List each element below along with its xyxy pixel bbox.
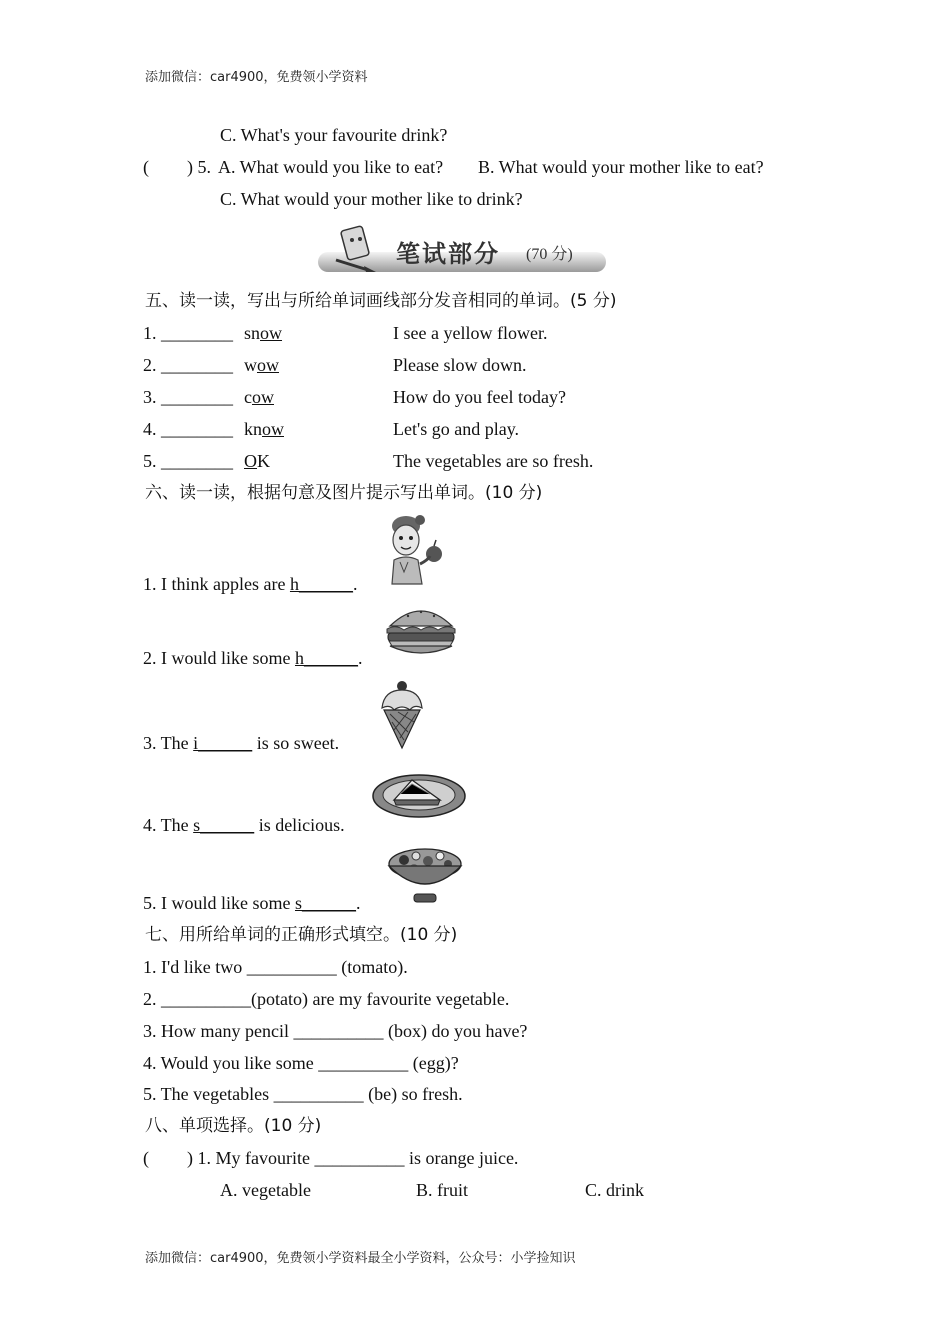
sentence-end: is so sweet.	[252, 733, 340, 753]
section5-title: 五、读一读，写出与所给单词画线部分发音相同的单词。(5 分)	[145, 291, 617, 311]
listening-q5-paren: (	[143, 157, 149, 177]
section8-q1-stem: ) 1. My favourite __________ is orange juice.	[187, 1148, 519, 1168]
section8-q1-paren: (	[143, 1148, 149, 1168]
section6-item1	[143, 573, 357, 595]
section8-title: 八、单项选择。(10 分)	[145, 1116, 322, 1136]
sentence-start: 1. I think apples are	[143, 574, 290, 594]
salad-icon	[386, 846, 464, 906]
section8-q1-option-b: B. fruit	[416, 1180, 468, 1200]
section5-item2-sentence: Please slow down.	[393, 355, 527, 375]
answer-blank: h______	[289, 574, 353, 594]
section5-item3-sentence: How do you feel today?	[393, 387, 566, 407]
section7-item2: 2. __________(potato) are my favourite vegetable.	[143, 989, 510, 1009]
section5-item5-word	[244, 450, 270, 472]
word-underlined: O	[244, 451, 257, 471]
sentence-end: .	[352, 574, 358, 594]
word-underlined: ow	[260, 323, 283, 343]
section6-item5	[143, 892, 361, 914]
sentence-end: .	[356, 893, 361, 913]
word-underlined: ow	[252, 387, 274, 407]
listening-q5-number: ) 5.	[187, 157, 211, 177]
written-part-banner	[316, 222, 610, 276]
sandwich-icon	[370, 772, 468, 820]
sentence-start: 3. The	[143, 733, 194, 753]
section7-item4: 4. Would you like some __________ (egg)?	[143, 1053, 459, 1073]
sentence-start: 4. The	[143, 815, 194, 835]
word-prefix: kn	[244, 419, 262, 439]
section5-item1-sentence: I see a yellow flower.	[393, 323, 548, 343]
word-underlined: ow	[262, 419, 284, 439]
section6-item2	[143, 647, 362, 669]
word-suffix: K	[257, 451, 270, 471]
listening-q5-option-a: A. What would you like to eat?	[218, 157, 444, 177]
answer-blank: h______	[294, 648, 358, 668]
section5-item5-sentence: The vegetables are so fresh.	[393, 451, 594, 471]
section8-q1-option-a: A. vegetable	[220, 1180, 311, 1200]
section6-title: 六、读一读，根据句意及图片提示写出单词。(10 分)	[145, 483, 543, 503]
answer-blank: s______	[294, 893, 356, 913]
listening-q4-option-c: C. What's your favourite drink?	[220, 125, 448, 145]
section5-item3-number: 3. ________	[143, 387, 233, 407]
answer-blank: i______	[193, 733, 253, 753]
section5-item1-number: 1. ________	[143, 323, 233, 343]
word-prefix: sn	[244, 323, 261, 343]
section5-item4-word	[244, 418, 284, 440]
ice-cream-icon	[378, 678, 426, 750]
section8-q1-option-c: C. drink	[585, 1180, 645, 1200]
section7-title: 七、用所给单词的正确形式填空。(10 分)	[145, 925, 458, 945]
section7-item1: 1. I'd like two __________ (tomato).	[143, 957, 408, 977]
word-prefix: w	[244, 355, 257, 375]
section5-item5-number: 5. ________	[143, 451, 233, 471]
answer-blank: s______	[193, 815, 255, 835]
banner-title: 笔试部分	[396, 240, 500, 268]
word-prefix: c	[244, 387, 252, 407]
girl-holding-apple-icon	[380, 512, 446, 586]
section7-item3: 3. How many pencil __________ (box) do you have?	[143, 1021, 528, 1041]
header-note: 添加微信：car4900，免费领小学资料	[145, 70, 368, 85]
section5-item3-word	[244, 386, 274, 408]
section5-item4-number: 4. ________	[143, 419, 233, 439]
sentence-end: .	[357, 648, 363, 668]
hamburger-icon	[384, 602, 458, 660]
footer-note: 添加微信：car4900，免费领小学资料最全小学资料，公众号：小学捡知识	[145, 1251, 576, 1266]
section5-item2-number: 2. ________	[143, 355, 233, 375]
sentence-end: is delicious.	[254, 815, 345, 835]
section6-item4	[143, 814, 345, 836]
section5-item2-word	[244, 354, 279, 376]
sentence-start: 2. I would like some	[143, 648, 295, 668]
section6-item3	[143, 732, 339, 754]
sentence-start: 5. I would like some	[143, 893, 295, 913]
section5-item4-sentence: Let's go and play.	[393, 419, 520, 439]
word-underlined: ow	[257, 355, 279, 375]
section5-item1-word	[244, 322, 282, 344]
banner-score: (70 分)	[526, 246, 573, 263]
section7-item5: 5. The vegetables __________ (be) so fresh.	[143, 1084, 463, 1104]
listening-q5-option-c: C. What would your mother like to drink?	[220, 189, 523, 209]
listening-q5-option-b: B. What would your mother like to eat?	[478, 157, 764, 177]
